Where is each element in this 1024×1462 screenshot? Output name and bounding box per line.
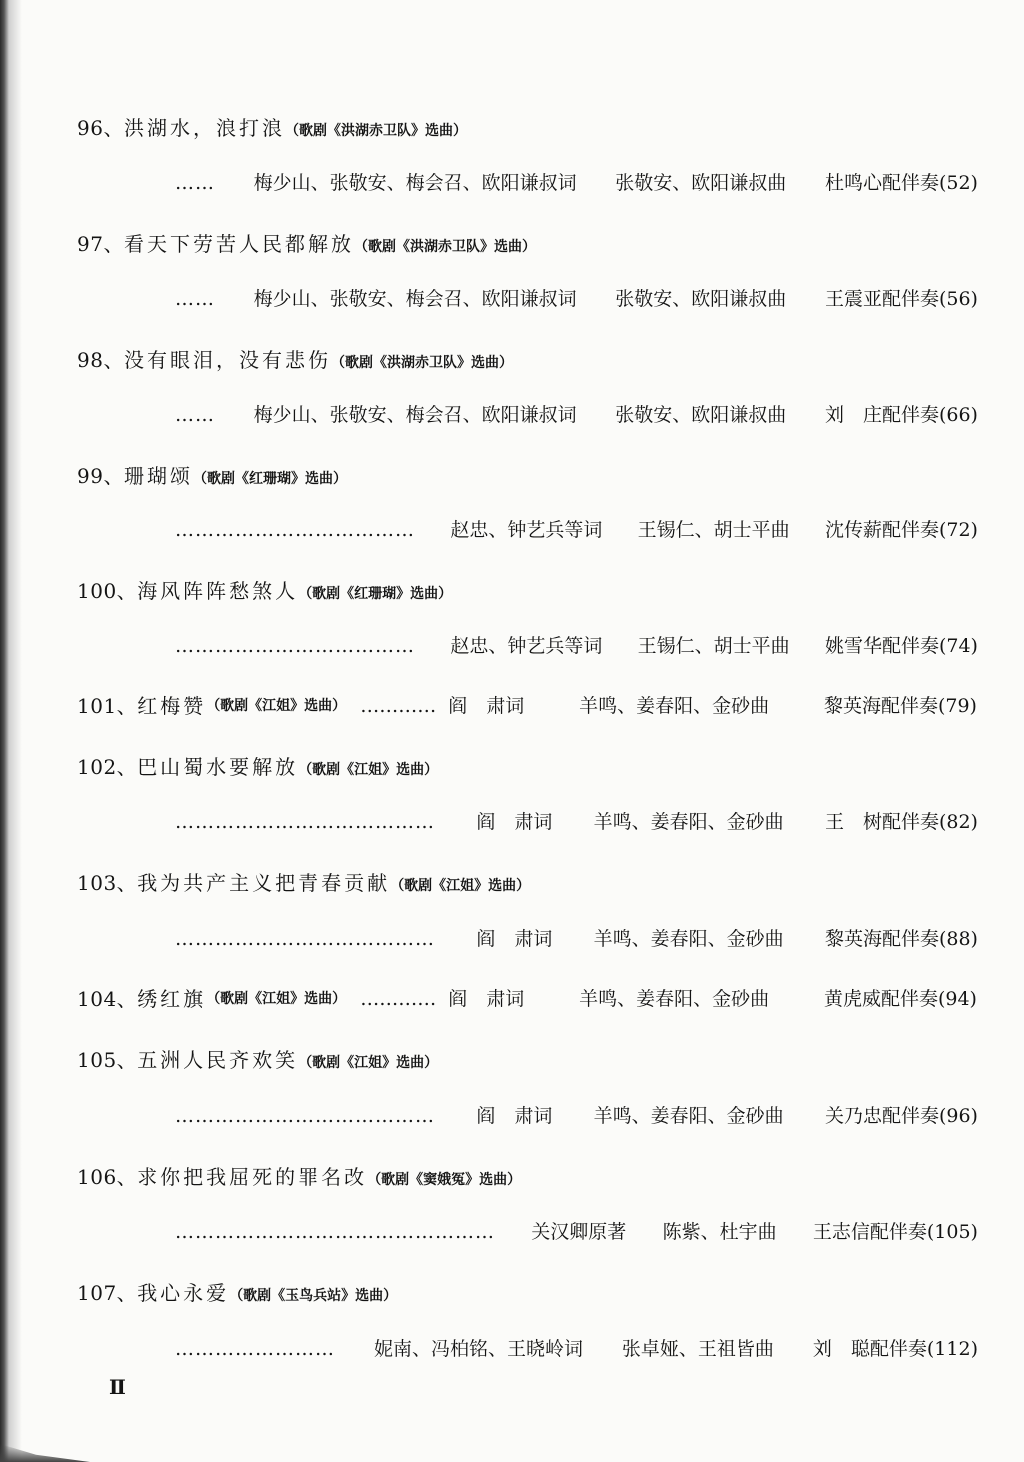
song-title: 没有眼泪，没有悲伤 <box>123 348 331 372</box>
dot-leader: ……………………………… <box>175 635 415 657</box>
accompaniment: 王 树配伴奏(82) <box>824 811 978 833</box>
composer: 张敬安、欧阳谦叔曲 <box>615 404 787 426</box>
dot-leader: ………………………………… <box>175 1105 435 1127</box>
composer: 羊鸣、姜春阳、金砂曲 <box>593 811 784 833</box>
entry-number: 101、 <box>77 694 138 718</box>
song-source: （歌剧《玉鸟兵站》选曲） <box>229 1288 398 1304</box>
accompaniment: 黎英海配伴奏(79) <box>823 695 977 717</box>
song-source: （歌剧《江姐》选曲） <box>298 1055 439 1071</box>
dot-leader: ………………………………………… <box>175 1221 495 1243</box>
entry-102-credits <box>175 807 978 837</box>
accompaniment: 刘 庄配伴奏(66) <box>824 404 978 426</box>
accompaniment: 杜鸣心配伴奏(52) <box>824 172 978 194</box>
song-title: 珊瑚颂 <box>123 464 193 488</box>
song-title: 求你把我屈死的罪名改 <box>137 1165 368 1189</box>
entry-101-row <box>77 691 977 721</box>
dot-leader: …… <box>175 404 215 426</box>
entry-number: 96、 <box>77 116 124 140</box>
composer: 羊鸣、姜春阳、金砂曲 <box>579 695 770 717</box>
entry-99-credits <box>175 515 978 545</box>
composer: 王锡仁、胡士平曲 <box>637 519 790 541</box>
accompaniment: 王震亚配伴奏(56) <box>824 288 978 310</box>
page-edge-shadow <box>0 0 24 1462</box>
composer: 张卓娅、王祖皆曲 <box>621 1338 774 1360</box>
composer: 陈紫、杜宇曲 <box>662 1221 777 1243</box>
accompaniment: 黎英海配伴奏(88) <box>824 928 978 950</box>
dot-leader: ………… <box>360 695 437 717</box>
lyricist: 妮南、冯柏铭、王晓岭词 <box>373 1338 583 1360</box>
entry-105-title <box>77 1045 438 1075</box>
accompaniment: 王志信配伴奏(105) <box>812 1221 978 1243</box>
entry-99-title <box>77 461 347 491</box>
entry-107-credits <box>175 1334 978 1364</box>
entry-102-title <box>77 752 438 782</box>
lyricist: 赵忠、钟艺兵等词 <box>450 635 603 657</box>
entry-96-credits <box>175 168 978 198</box>
entry-101-credits <box>448 691 977 721</box>
song-title: 看天下劳苦人民都解放 <box>123 232 354 256</box>
song-title: 绣红旗 <box>137 987 207 1011</box>
song-source: （歌剧《洪湖赤卫队》选曲） <box>330 355 513 371</box>
entry-97-title <box>77 229 536 259</box>
lyricist: 关汉卿原著 <box>531 1221 627 1243</box>
entry-98-title <box>77 345 513 375</box>
entry-106-credits <box>175 1217 978 1247</box>
accompaniment: 黄虎威配伴奏(94) <box>823 988 977 1010</box>
song-title: 我为共产主义把青春贡献 <box>137 871 391 895</box>
entry-number: 105、 <box>77 1048 138 1072</box>
composer: 张敬安、欧阳谦叔曲 <box>615 288 787 310</box>
song-title: 巴山蜀水要解放 <box>137 755 299 779</box>
accompaniment: 关乃忠配伴奏(96) <box>824 1105 978 1127</box>
lyricist: 赵忠、钟艺兵等词 <box>450 519 603 541</box>
dot-leader: ………………………………… <box>175 928 435 950</box>
dot-leader: ………… <box>360 988 437 1010</box>
entry-107-title <box>77 1278 397 1308</box>
composer: 张敬安、欧阳谦叔曲 <box>615 172 787 194</box>
lyricist: 梅少山、张敬安、梅会召、欧阳谦叔词 <box>253 404 577 426</box>
dot-leader: ……………………………… <box>175 519 415 541</box>
song-title: 五洲人民齐欢笑 <box>137 1048 299 1072</box>
lyricist: 阎 肃词 <box>476 1105 553 1127</box>
entry-100-credits <box>175 631 978 661</box>
song-title: 海风阵阵愁煞人 <box>137 579 299 603</box>
lyricist: 阎 肃词 <box>448 695 525 717</box>
song-source: （歌剧《洪湖赤卫队》选曲） <box>353 239 536 255</box>
song-title: 红梅赞 <box>137 694 207 718</box>
song-source: （歌剧《江姐》选曲） <box>206 698 347 714</box>
song-source: （歌剧《江姐》选曲） <box>298 762 439 778</box>
page-number: Ⅱ <box>109 1375 126 1399</box>
entry-105-credits <box>175 1101 978 1131</box>
entry-number: 107、 <box>77 1281 138 1305</box>
dot-leader: …………………… <box>175 1338 335 1360</box>
song-title: 我心永爱 <box>137 1281 230 1305</box>
composer: 羊鸣、姜春阳、金砂曲 <box>593 928 784 950</box>
song-source: （歌剧《窦娥冤》选曲） <box>367 1172 522 1188</box>
entry-103-credits <box>175 924 978 954</box>
song-title: 洪湖水，浪打浪 <box>123 116 285 140</box>
entry-number: 103、 <box>77 871 138 895</box>
lyricist: 阎 肃词 <box>476 928 553 950</box>
song-source: （歌剧《洪湖赤卫队》选曲） <box>284 123 467 139</box>
accompaniment: 沈传薪配伴奏(72) <box>824 519 978 541</box>
song-source: （歌剧《红珊瑚》选曲） <box>298 586 453 602</box>
entry-number: 99、 <box>77 464 124 488</box>
composer: 羊鸣、姜春阳、金砂曲 <box>593 1105 784 1127</box>
entry-98-credits <box>175 400 978 430</box>
dot-leader: …… <box>175 172 215 194</box>
entry-96-title <box>77 113 467 143</box>
accompaniment: 刘 聪配伴奏(112) <box>812 1338 978 1360</box>
entry-97-credits <box>175 284 978 314</box>
entry-104-row <box>77 984 977 1014</box>
lyricist: 梅少山、张敬安、梅会召、欧阳谦叔词 <box>253 172 577 194</box>
entry-104-credits <box>448 984 977 1014</box>
song-source: （歌剧《江姐》选曲） <box>206 991 347 1007</box>
entry-number: 104、 <box>77 987 138 1011</box>
lyricist: 梅少山、张敬安、梅会召、欧阳谦叔词 <box>253 288 577 310</box>
entry-100-title <box>77 576 452 606</box>
composer: 羊鸣、姜春阳、金砂曲 <box>579 988 770 1010</box>
accompaniment: 姚雪华配伴奏(74) <box>824 635 978 657</box>
composer: 王锡仁、胡士平曲 <box>637 635 790 657</box>
lyricist: 阎 肃词 <box>448 988 525 1010</box>
song-source: （歌剧《江姐》选曲） <box>390 878 531 894</box>
entry-number: 98、 <box>77 348 124 372</box>
song-source: （歌剧《红珊瑚》选曲） <box>192 471 347 487</box>
entry-103-title <box>77 868 530 898</box>
dot-leader: ………………………………… <box>175 811 435 833</box>
entry-number: 97、 <box>77 232 124 256</box>
entry-number: 100、 <box>77 579 138 603</box>
entry-number: 102、 <box>77 755 138 779</box>
dot-leader: …… <box>175 288 215 310</box>
entry-number: 106、 <box>77 1165 138 1189</box>
entry-106-title <box>77 1162 521 1192</box>
lyricist: 阎 肃词 <box>476 811 553 833</box>
